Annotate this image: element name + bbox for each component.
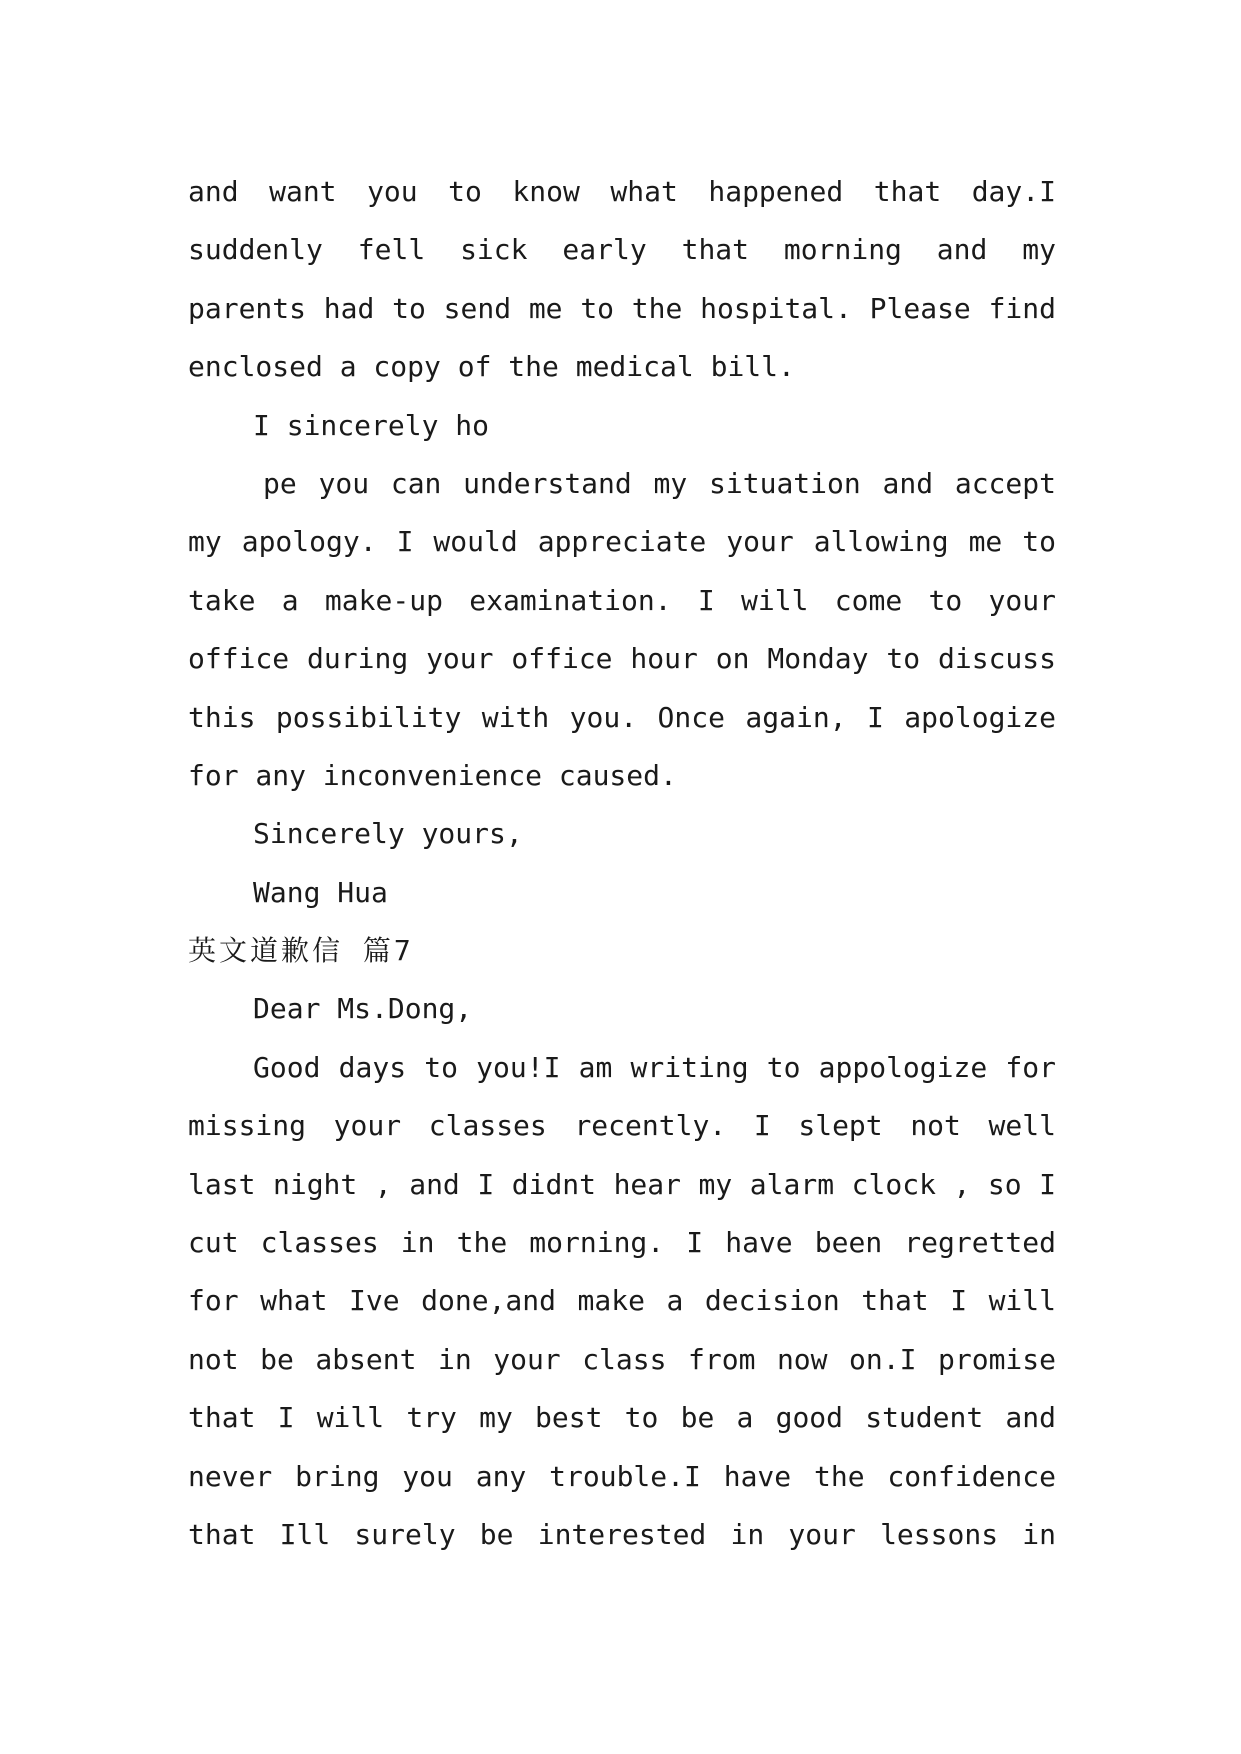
text-line: never bring you any trouble.I have the confidence (188, 1459, 1056, 1493)
text-line: suddenly fell sick early that morning and my (188, 233, 1056, 267)
text-line: Good days to you!I am writing to appologize for (253, 1050, 1056, 1084)
text-line: this possibility with you. Once again, I apologize (188, 700, 1056, 734)
text-line: enclosed a copy of the medical bill. (188, 350, 795, 384)
text-line: last night , and I didnt hear my alarm clock , so I (188, 1167, 1056, 1201)
text-line: cut classes in the morning. I have been regretted (188, 1226, 1056, 1260)
text-line: not be absent in your class from now on.I promise (188, 1342, 1056, 1376)
text-line: that I will try my best to be a good student and (188, 1401, 1056, 1435)
text-line: office during your office hour on Monday to discuss (188, 642, 1056, 676)
text-line: pe you can understand my situation and accept (263, 466, 1056, 500)
text-line: missing your classes recently. I slept not well (188, 1109, 1056, 1143)
section-heading: 英文道歉信 篇7 (188, 934, 414, 968)
text-line: I sincerely ho (253, 408, 490, 442)
text-line: that Ill surely be interested in your lessons in (188, 1517, 1056, 1551)
text-line: parents had to send me to the hospital. Please find (188, 291, 1056, 325)
letter-text (188, 163, 1056, 1564)
text-line: for any inconvenience caused. (188, 758, 677, 792)
text-line: and want you to know what happened that day.I (188, 175, 1056, 208)
salutation-line: Dear Ms.Dong, (253, 992, 473, 1026)
signature-line: Wang Hua (253, 875, 388, 909)
text-line: for what Ive done,and make a decision that I will (188, 1284, 1056, 1318)
closing-line: Sincerely yours, (253, 817, 523, 851)
text-line: take a make-up examination. I will come to your (188, 583, 1056, 617)
text-line: my apology. I would appreciate your allowing me to (188, 525, 1056, 559)
